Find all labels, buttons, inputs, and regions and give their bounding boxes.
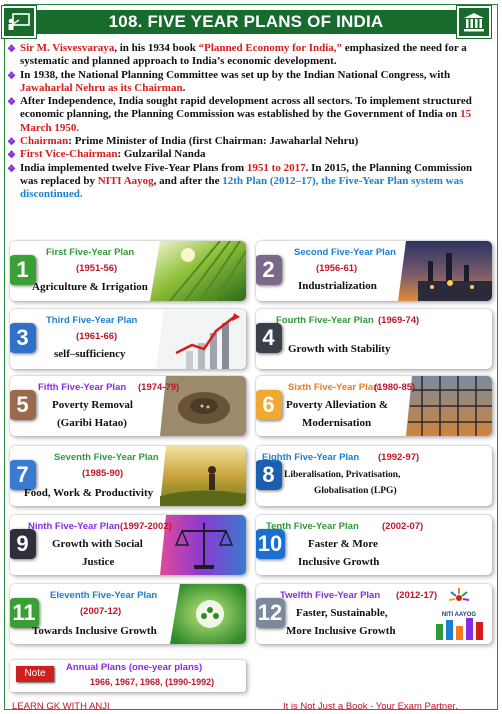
plan-focus: Growth with Stability (288, 343, 391, 355)
note-years: 1966, 1967, 1968, (1990-1992) (90, 677, 215, 687)
plan-focus: Faster & More (308, 538, 378, 550)
growth-chart-image (156, 309, 246, 369)
text: “Planned Economy for India,” (198, 42, 343, 54)
plan-title: Eighth Five-Year Plan (262, 452, 360, 463)
plan-years: (1969-74) (378, 315, 420, 326)
footer-brand: LEARN GK WITH ANJI (12, 701, 110, 712)
text: emphasized the need for a systematic and planned approach to India’s economic development. (20, 42, 467, 68)
plan-focus-detail: Inclusive Growth (298, 556, 380, 568)
note-box (10, 660, 246, 692)
plan-title: First Five-Year Plan (46, 247, 135, 258)
text: After Independence, India sought rapid development across all sectors. To implement structured economic planning, the Planning Commission was established by the Government of India on (20, 95, 472, 121)
plan-card-9 (10, 515, 246, 575)
plan-number: 10 (256, 529, 285, 559)
plan-focus-detail: Justice (82, 556, 115, 568)
plan-years: (1974-79) (138, 382, 180, 393)
plan-number: 6 (256, 390, 282, 420)
text: NITI Aayog (97, 174, 154, 187)
diamond-bullet-icon: ❖ (7, 44, 16, 55)
plan-focus-detail: (Garibi Hatao) (57, 417, 127, 429)
plan-title: Tenth Five-Year Plan (266, 521, 359, 532)
plan-title: Seventh Five-Year Plan (54, 452, 159, 463)
plan-card-11 (10, 584, 246, 644)
bullet-vice-chairman (6, 148, 488, 161)
bullet-chairman (6, 135, 488, 148)
plan-years: (1951-56) (76, 263, 118, 274)
plan-title: Fifth Five-Year Plan (38, 382, 127, 393)
intro-bullets (6, 42, 488, 202)
plan-focus-detail: More Inclusive Growth (286, 625, 396, 637)
plan-number: 1 (10, 255, 36, 285)
plan-focus: Towards Inclusive Growth (32, 625, 157, 637)
text: : Prime Minister of India (first Chairman: Jawaharlal Nehru) (68, 135, 359, 148)
footer-tagline: It is Not Just a Book - Your Exam Partner. (283, 701, 458, 712)
plan-focus: Liberalisation, Privatisation, (284, 470, 401, 480)
text: First Vice-Chairman (20, 148, 118, 161)
plan-years: (1997-2002) (120, 521, 172, 532)
bullet-twelve-plans (6, 162, 488, 202)
text: . In 2015, the Planning Commission was replaced by (20, 161, 473, 187)
plan-card-12 (256, 584, 492, 644)
bullet-1938: ❖ In 1938, the National Planning Committee was set up by the Indian National Congress, with Jawaharlal Nehru as its Chairman. (7, 68, 451, 94)
parliament-building-icon (457, 6, 491, 38)
plan-number: 4 (256, 323, 282, 353)
text: India implemented twelve Five-Year Plans from (20, 161, 247, 174)
text: Jawaharlal Nehru as its Chairman (20, 81, 183, 94)
plan-focus-detail: Globalisation (LPG) (314, 486, 397, 496)
plan-years: (1980-85) (374, 382, 416, 393)
plan-card-5 (10, 376, 246, 436)
text: 12th Plan (2012–17) (222, 174, 316, 187)
plan-years: (1992-97) (378, 452, 420, 463)
plan-focus: Poverty Alleviation & (286, 399, 389, 411)
plan-card-7 (10, 446, 246, 506)
plan-card-4 (256, 309, 492, 369)
note-title: Annual Plans (one-year plans) (66, 662, 203, 673)
bullet-visvesvaraya (6, 42, 488, 69)
plan-focus-detail: Modernisation (302, 417, 372, 429)
plan-card-1 (10, 241, 246, 301)
plan-number: 8 (256, 460, 282, 490)
plan-title: Ninth Five-Year Plan (28, 521, 120, 532)
plan-title: Sixth Five-Year Plan (288, 382, 379, 393)
plan-title: Third Five-Year Plan (46, 315, 138, 326)
plan-number: 9 (10, 529, 36, 559)
plan-number: 5 (10, 390, 36, 420)
plan-title: Fourth Five-Year Plan (276, 315, 374, 326)
plan-years: (1956-61) (316, 263, 358, 274)
diamond-bullet-icon: ❖ (7, 70, 16, 82)
plan-focus: self–sufficiency (54, 348, 126, 360)
plan-card-3 (10, 309, 246, 369)
plan-focus: Faster, Sustainable, (296, 607, 388, 619)
plan-number: 7 (10, 460, 36, 490)
text: , and after the (153, 174, 223, 187)
plan-title: Twelfth Five-Year Plan (280, 590, 381, 601)
plan-number: 2 (256, 255, 282, 285)
plan-focus: Industrialization (298, 280, 377, 292)
plan-title: Eleventh Five-Year Plan (50, 590, 158, 601)
niti-logo-text: NITI AAYOG (441, 612, 477, 618)
text: Chairman (20, 135, 69, 148)
teacher-board-icon (2, 6, 36, 38)
plan-years: (1961-66) (76, 331, 118, 342)
text: Sir M. Visvesvaraya (20, 42, 115, 54)
diamond-bullet-icon: ❖ (7, 137, 16, 149)
plan-card-10 (256, 515, 492, 575)
text: 1951 to 2017 (246, 161, 306, 174)
inclusive-growth-image (170, 584, 246, 644)
bullet-independence (6, 95, 488, 135)
diamond-bullet-icon: ❖ (7, 150, 16, 162)
plan-number: 12 (256, 598, 285, 628)
construction-scaffold-image (406, 376, 492, 436)
plan-years: (2002-07) (382, 521, 424, 532)
text: In 1938, the National Planning Committee was set up by the Indian National Congress, with (20, 68, 451, 81)
plan-number: 11 (10, 598, 39, 628)
plan-focus: Poverty Removal (52, 399, 133, 411)
plan-card-2 (256, 241, 492, 301)
plan-years: (2012-17) (396, 590, 438, 601)
plan-years: (1985-90) (82, 468, 124, 479)
note-label: Note (16, 666, 54, 682)
plan-focus: Agriculture & Irrigation (32, 281, 148, 293)
text: : Gulzarilal Nanda (117, 148, 206, 161)
diamond-bullet-icon: ❖ (7, 97, 16, 109)
plan-card-8 (256, 446, 492, 506)
plan-focus: Food, Work & Productivity (24, 487, 154, 499)
industry-factory-image (398, 241, 492, 301)
text: 15 March 1950. (20, 108, 472, 134)
text: , in his 1934 book (114, 42, 199, 54)
plan-card-6 (256, 376, 492, 436)
title-bar (22, 10, 470, 34)
page-title: 108. FIVE YEAR PLANS OF INDIA (108, 12, 384, 31)
plan-number: 3 (10, 323, 36, 353)
plan-title: Second Five-Year Plan (294, 247, 396, 258)
text: , the Five-Year Plan system was discontinued. (20, 174, 464, 201)
diamond-bullet-icon: ❖ (7, 163, 16, 175)
farmer-field-image (160, 446, 246, 506)
plan-focus: Growth with Social (52, 538, 143, 550)
header (0, 6, 491, 36)
plan-years: (2007-12) (80, 606, 122, 617)
justice-scales-image (160, 515, 246, 575)
agriculture-field-image (150, 241, 246, 301)
